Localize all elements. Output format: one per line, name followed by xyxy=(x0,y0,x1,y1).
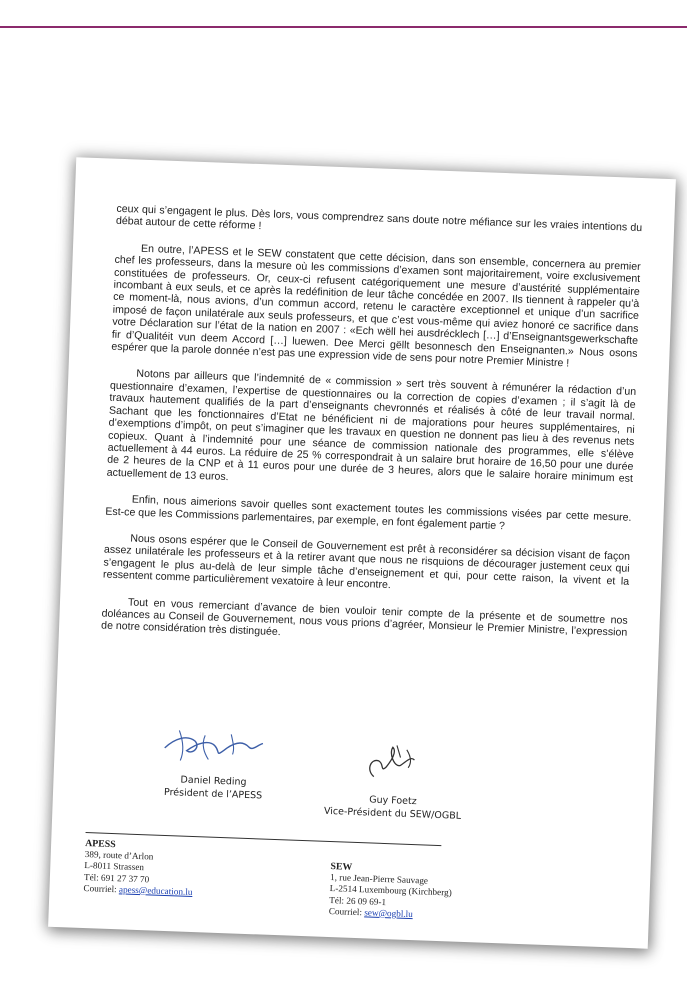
paragraph-6: Tout en vous remerciant d’avance de bien vouloir tenir compte de la présente et de soumettre nos doléances au Conseil de Gouvernement, nous vous prions d’agréer, Monsieur le Premier Ministre, l’expression de notre considération très distinguée. xyxy=(100,596,628,639)
footer-address-sew xyxy=(329,861,561,925)
footer-org-apess: APESS xyxy=(84,838,116,851)
footer-email-label-sew: Courriel: xyxy=(328,905,365,918)
paragraph-1: ceux qui s’engagent le plus. Dès lors, vous comprendrez sans doute notre méfiance sur les vraies intentions du débat autour de cette réforme ! xyxy=(115,202,643,235)
paragraph-4: Enfin, nous aimerions savoir quelles sont exactement toutes les commissions visées par cette mesure. Est-ce que les Commissions parlementaires, par exemple, en font également partie ? xyxy=(105,493,632,532)
paragraph-5: Nous osons espérer que le Conseil de Gouvernement est prêt à reconsidérer sa décision visant de façon assez unilatérale les professeurs et à la retirer avant que nous ne risquions de décourager justement ceux qui s’engagent le plus au-delà de leur simple tâche d’enseignement et qui, pour cette raison, la vivent et la ressentent comme particulièrement vexatoire à leur encontre. xyxy=(102,532,631,592)
footer-phone-apess: Tél: 691 27 37 70 xyxy=(83,871,150,885)
paragraph-2: En outre, l’APESS et le SEW constatent que cette décision, dans son ensemble, concernera au premier chef les professeurs, dans la mesure où les commissions d’examen sont majoritairement, voire exclusivement constituées de professeurs. Or, ceux-ci refusent catégoriquement une mesure d’austérité supplémentaire incombant à eux seuls, et ce après la redéfinition de leur tâche concédée en 2007. Ils tiennent à rappeler qu’à ce moment-là, nous avions, d’un commun accord, retenu le caractère exceptionnel et unique d’un sacrifice imposé de façon unilatérale aux seuls professeurs, et que c’est vous-même qui aviez honoré ce sacrifice dans votre Déclaration sur l’état de la nation en 2007 : «Ech wëll hei ausdrécklech […] d’Enseignantsgewerkschafte fir d’Qualitéit vun deem Accord […] luewen. Dee Merci gëllt besonnesch den Enseignanten.» Nous osons espérer que la parole donnée n’est pas une expression vide de sens pour notre Premier Ministre ! xyxy=(111,242,641,370)
footer-phone-sew: Tél: 26 09 69-1 xyxy=(329,894,387,907)
signatory-role-right: Vice-Président du SEW/OGBL xyxy=(323,805,462,822)
footer-address-apess xyxy=(83,838,305,902)
footer-street-sew: 1, rue Jean-Pierre Sauvage xyxy=(329,872,429,886)
paragraph-3: Notons par ailleurs que l’indemnité de « commission » sert très souvent à rémunérer la rédaction d’un questionnaire d’examen, l’expertise de questionnaires ou la correction de copies d’examen ; il s’agit là de travaux hautement qualifiés de la part d’enseignants chevronnés et réalisés à côté de leur travail normal. Sachant que les fonctionnaires d’Etat ne bénéficient ni de majorations pour heures supplémentaires, ni d’exemptions d’impôt, on peut s’imaginer que les travaux en question ne donnent pas lieu à des revenus nets copieux. Quant à l’indemnité pour une séance de commission nationale des programmes, elle s’élève actuellement à 44 euros. La réduire de 25 % correspondrait à un salaire brut horaire de 16,50 pour une durée de 2 heures de la CNP et à 11 euros pour une durée de 3 heures, alors que le salaire horaire minimum est actuellement de 13 euros. xyxy=(106,368,637,486)
footer-city-sew: L-2514 Luxembourg (Kirchberg) xyxy=(329,883,452,898)
signature-block-left xyxy=(133,715,296,804)
signatory-role-left: Président de l’APESS xyxy=(163,786,263,802)
top-divider-line xyxy=(0,26,687,28)
handwritten-signature-reding xyxy=(134,715,296,773)
footer-street-apess: 389, route d’Arlon xyxy=(84,849,154,862)
signatory-name-left: Daniel Reding xyxy=(180,774,247,788)
footer-org-sew: SEW xyxy=(330,861,353,873)
letter-page xyxy=(48,157,676,948)
email-link-apess[interactable]: apess@education.lu xyxy=(118,884,193,897)
letter-body xyxy=(100,203,642,666)
handwritten-signature-foetz xyxy=(313,734,475,792)
signatory-name-right: Guy Foetz xyxy=(368,794,417,808)
footer-email-label-apess: Courriel: xyxy=(83,882,120,895)
footer-city-apess: L-8011 Strassen xyxy=(84,860,145,873)
email-link-sew[interactable]: sew@ogbl.lu xyxy=(364,907,413,919)
signature-block-right xyxy=(312,734,475,823)
